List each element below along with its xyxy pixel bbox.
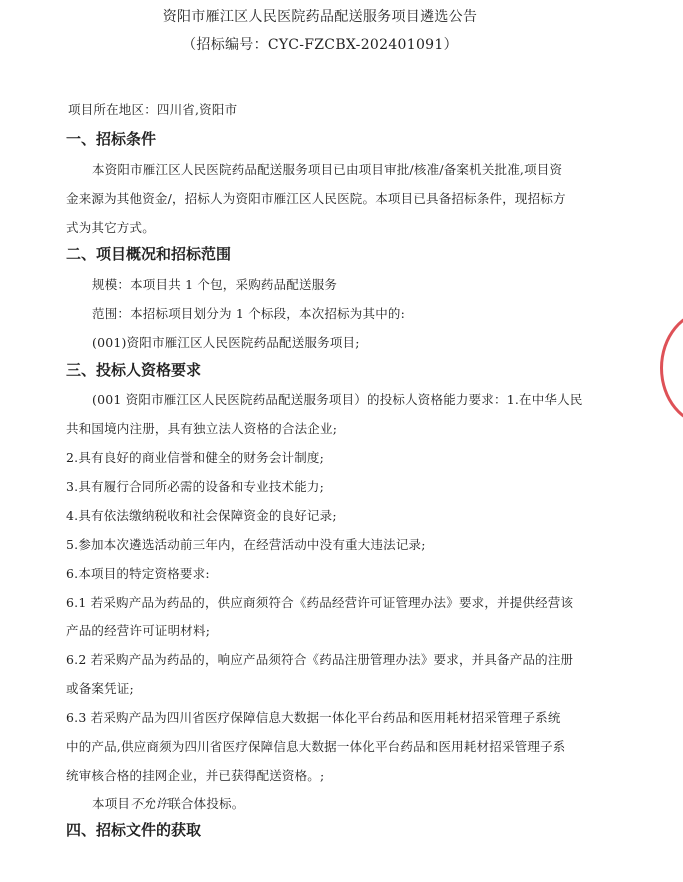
official-seal-icon bbox=[660, 310, 683, 426]
project-region: 项目所在地区：四川省,资阳市 bbox=[68, 102, 238, 117]
consortium-note bbox=[92, 794, 244, 812]
paragraph-line: (001)资阳市雁江区人民医院药品配送服务项目; bbox=[92, 335, 360, 350]
paragraph-line: 统审核合格的挂网企业，并已获得配送资格。; bbox=[66, 768, 325, 783]
paragraph-line: 或备案凭证; bbox=[66, 681, 134, 696]
document-title: 资阳市雁江区人民医院药品配送服务项目遴选公告 bbox=[162, 9, 478, 25]
paragraph-line: 式为其它方式。 bbox=[66, 220, 155, 235]
paragraph-line: 共和国境内注册，具有独立法人资格的合法企业; bbox=[66, 421, 338, 436]
paragraph-line: 3.具有履行合同所必需的设备和专业技术能力; bbox=[66, 479, 325, 494]
tender-number: （招标编号：CYC-FZCBX-202401091） bbox=[182, 37, 458, 53]
paragraph-line: 5.参加本次遴选活动前三年内，在经营活动中没有重大违法记录; bbox=[66, 537, 426, 552]
section-heading-4: 四、招标文件的获取 bbox=[66, 821, 202, 839]
paragraph-line: 范围：本招标项目划分为 1 个标段，本次招标为其中的: bbox=[92, 306, 406, 321]
section-heading-2: 二、项目概况和招标范围 bbox=[66, 245, 232, 263]
paragraph-line: 6.1 若采购产品为药品的，供应商须符合《药品经营许可证管理办法》要求，并提供经营该 bbox=[66, 595, 574, 610]
consortium-suffix: 联合体投标。 bbox=[168, 796, 245, 811]
consortium-prefix: 本项目 bbox=[92, 796, 131, 811]
paragraph-line: 产品的经营许可证明材料; bbox=[66, 623, 211, 638]
section-heading-1: 一、招标条件 bbox=[66, 130, 157, 148]
paragraph-line: 规模：本项目共 1 个包，采购药品配送服务 bbox=[92, 277, 338, 292]
paragraph-line: 2.具有良好的商业信誉和健全的财务会计制度; bbox=[66, 450, 325, 465]
paragraph-line: 中的产品,供应商须为四川省医疗保障信息大数据一体化平台药品和医用耗材招采管理子系 bbox=[66, 739, 566, 754]
paragraph-line: 金来源为其他资金/，招标人为资阳市雁江区人民医院。本项目已具备招标条件，现招标方 bbox=[66, 191, 566, 206]
paragraph-line: 本资阳市雁江区人民医院药品配送服务项目已由项目审批/核准/备案机关批准,项目资 bbox=[92, 162, 563, 177]
paragraph-line: 6.2 若采购产品为药品的，响应产品须符合《药品注册管理办法》要求，并具备产品的注册 bbox=[66, 652, 574, 667]
paragraph-line: 4.具有依法缴纳税收和社会保障资金的良好记录; bbox=[66, 508, 337, 523]
paragraph-line: (001 资阳市雁江区人民医院药品配送服务项目）的投标人资格能力要求：1.在中华人民 bbox=[92, 392, 583, 407]
section-heading-3: 三、投标人资格要求 bbox=[66, 361, 202, 379]
paragraph-line: 6.本项目的特定资格要求: bbox=[66, 566, 210, 581]
paragraph-line: 6.3 若采购产品为四川省医疗保障信息大数据一体化平台药品和医用耗材招采管理子系统 bbox=[66, 710, 561, 725]
consortium-italic: 不允许 bbox=[130, 796, 169, 811]
